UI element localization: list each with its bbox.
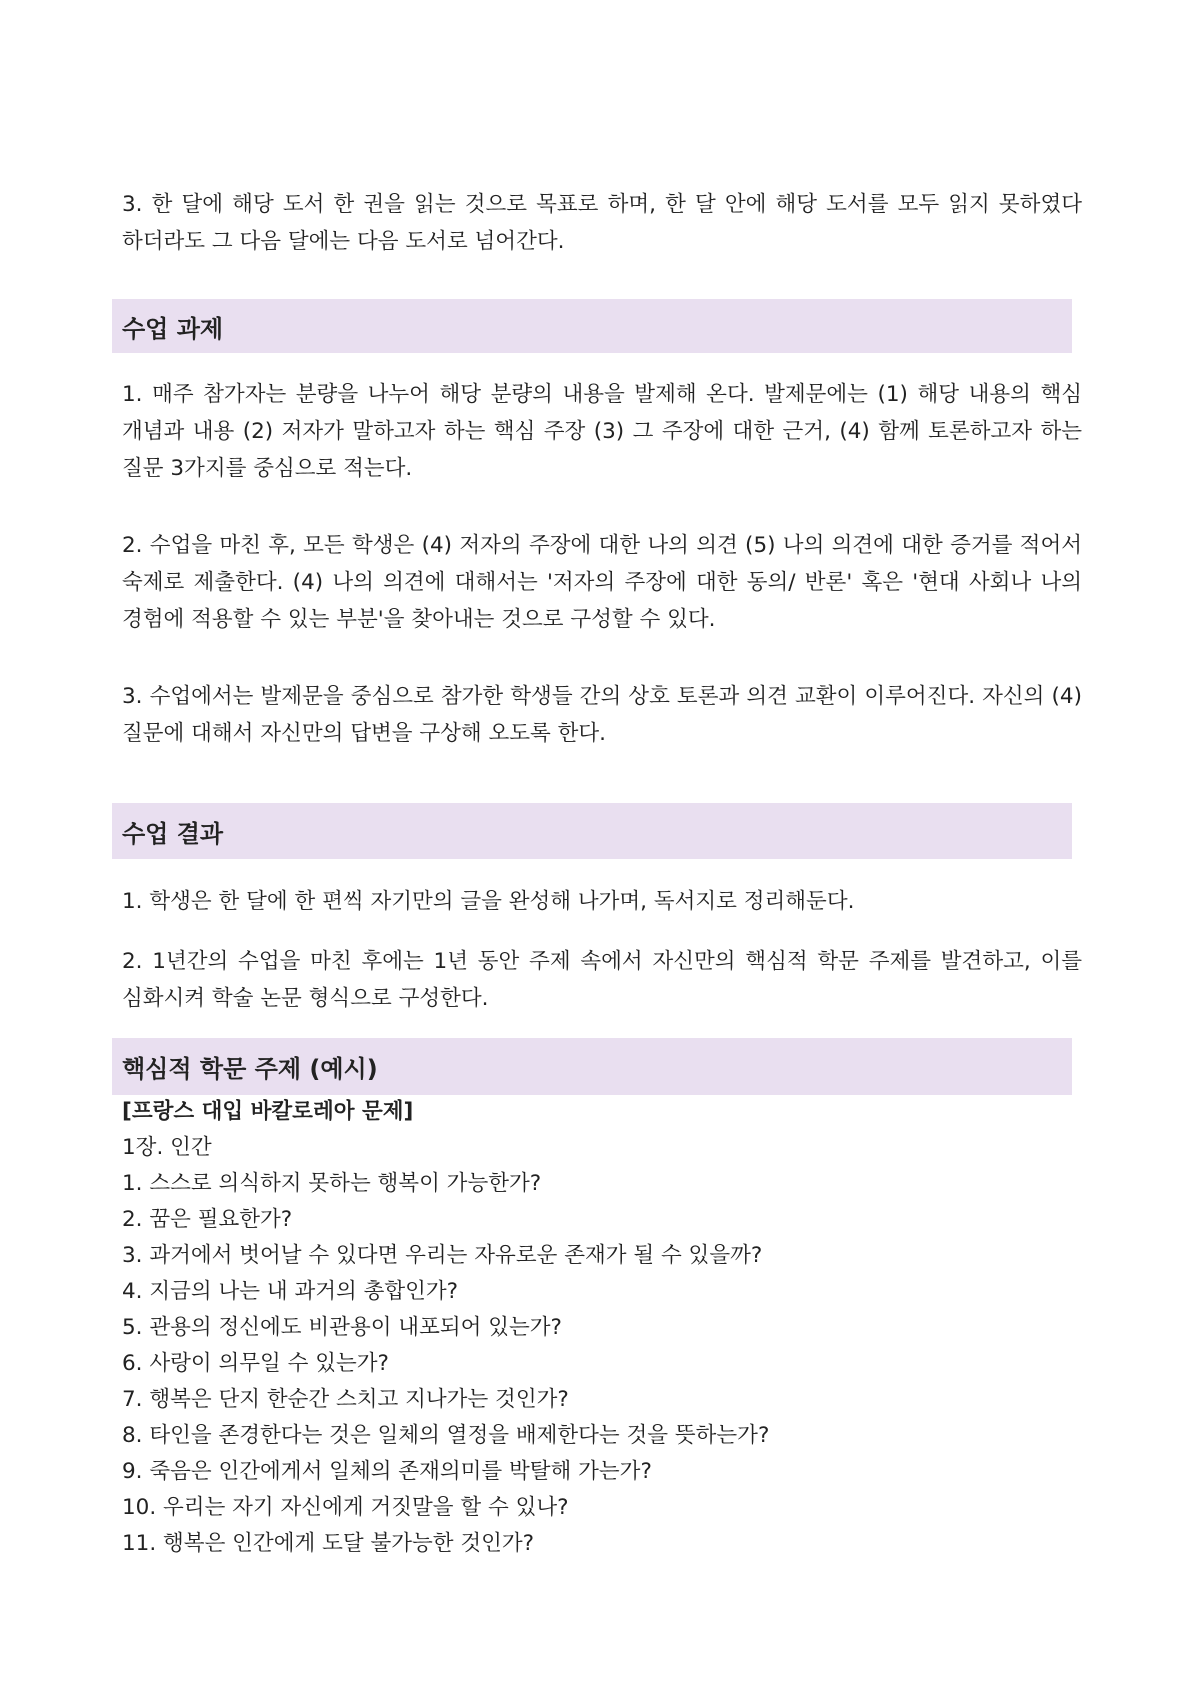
topics-heading-bar bbox=[112, 1038, 1072, 1095]
assignment-item-1: 1. 매주 참가자는 분량을 나누어 해당 분량의 내용을 발제해 온다. 발제문에는 (1) 해당 내용의 핵심 개념과 내용 (2) 저자가 말하고자 하는 핵심 주장 (3) 그 주장에 대한 근거, (4) 함께 토론하고자 하는 질문 3가지를 중심으로 적는다. bbox=[122, 382, 1082, 481]
list-item: 3. 과거에서 벗어날 수 있다면 우리는 자유로운 존재가 될 수 있을까? bbox=[122, 1243, 763, 1268]
results-heading-bar bbox=[112, 803, 1072, 859]
assignment-item-3: 3. 수업에서는 발제문을 중심으로 참가한 학생들 간의 상호 토론과 의견 교환이 이루어진다. 자신의 (4) 질문에 대해서 자신만의 답변을 구상해 오도록 한다. bbox=[122, 684, 1082, 746]
intro-rule-3: 3. 한 달에 해당 도서 한 권을 읽는 것으로 목표로 하며, 한 달 안에 해당 도서를 모두 읽지 못하였다 하더라도 그 다음 달에는 다음 도서로 넘어간다. bbox=[122, 192, 1082, 254]
list-item: 8. 타인을 존경한다는 것은 일체의 열정을 배제한다는 것을 뜻하는가? bbox=[122, 1423, 770, 1448]
list-item: 9. 죽음은 인간에게서 일체의 존재의미를 박탈해 가는가? bbox=[122, 1459, 652, 1484]
results-heading: 수업 결과 bbox=[122, 819, 224, 848]
list-item: 1. 스스로 의식하지 못하는 행복이 가능한가? bbox=[122, 1171, 542, 1196]
assignment-item-2: 2. 수업을 마친 후, 모든 학생은 (4) 저자의 주장에 대한 나의 의견 (5) 나의 의견에 대한 증거를 적어서 숙제로 제출한다. (4) 나의 의견에 대해서는 '저자의 주장에 대한 동의/ 반론' 혹은 '현대 사회나 나의 경험에 적용할 수 있는 부분'을 찾아내는 것으로 구성할 수 있다. bbox=[122, 533, 1082, 632]
list-item: 5. 관용의 정신에도 비관용이 내포되어 있는가? bbox=[122, 1315, 562, 1340]
topics-list bbox=[122, 1094, 1082, 1562]
assignments-heading-bar bbox=[112, 299, 1072, 353]
list-item: 4. 지금의 나는 내 과거의 총합인가? bbox=[122, 1279, 459, 1304]
assignments-heading: 수업 과제 bbox=[122, 314, 224, 343]
topics-subheading: [프랑스 대입 바칼로레아 문제] bbox=[122, 1099, 414, 1124]
list-item: 7. 행복은 단지 한순간 스치고 지나가는 것인가? bbox=[122, 1387, 569, 1412]
chapter-title: 1장. 인간 bbox=[122, 1135, 212, 1160]
result-item-1: 1. 학생은 한 달에 한 편씩 자기만의 글을 완성해 나가며, 독서지로 정리해둔다. bbox=[122, 889, 855, 914]
topics-heading: 핵심적 학문 주제 (예시) bbox=[122, 1055, 378, 1083]
list-item: 11. 행복은 인간에게 도달 불가능한 것인가? bbox=[122, 1531, 535, 1556]
list-item: 6. 사랑이 의무일 수 있는가? bbox=[122, 1351, 389, 1376]
list-item: 2. 꿈은 필요한가? bbox=[122, 1207, 293, 1232]
result-item-2: 2. 1년간의 수업을 마친 후에는 1년 동안 주제 속에서 자신만의 핵심적 학문 주제를 발견하고, 이를 심화시켜 학술 논문 형식으로 구성한다. bbox=[122, 949, 1082, 1011]
list-item: 10. 우리는 자기 자신에게 거짓말을 할 수 있나? bbox=[122, 1495, 569, 1520]
